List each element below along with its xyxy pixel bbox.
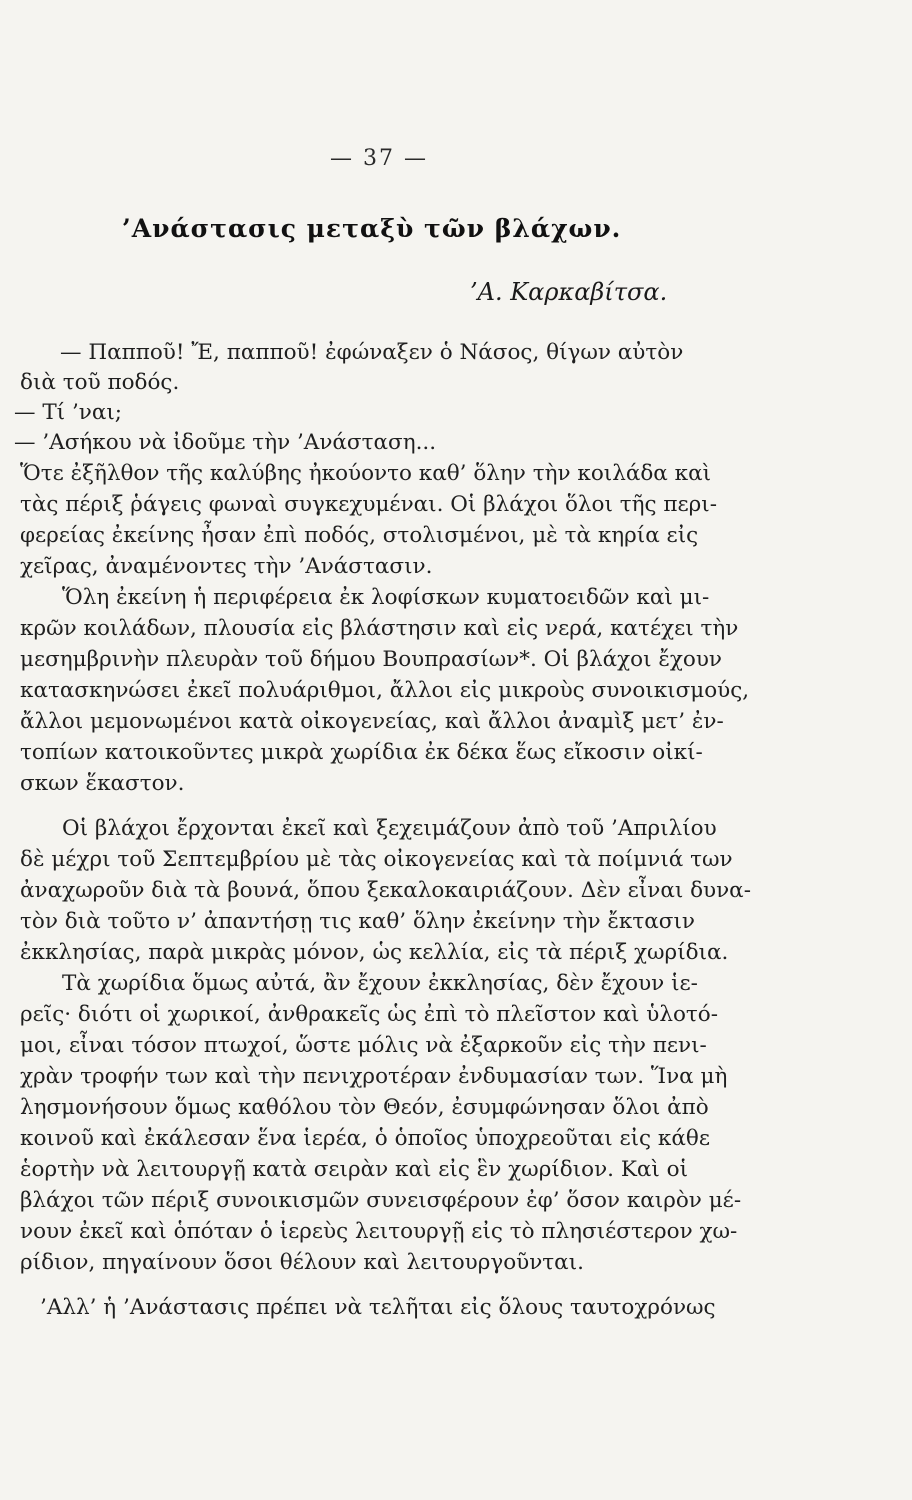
text-line: — ’Ασήκου νὰ ἰδοῦμε τὴν ’Ανάσταση... [14,430,437,455]
text-line: Ὅλη ἐκείνη ἡ περιφέρεια ἐκ λοφίσκων κυματοειδῶν καὶ μι- [62,585,710,610]
text-line: Οἱ βλάχοι ἔρχονται ἐκεῖ καὶ ξεχειμάζουν ἀπὸ τοῦ ’Απριλίου [62,816,717,841]
text-line: βλάχοι τῶν πέριξ συνοικισμῶν συνεισφέρουν ἐφ’ ὅσον καιρὸν μέ- [20,1188,742,1213]
text-line: ἐκκλησίας, παρὰ μικρὰς μόνον, ὡς κελλία, εἰς τὰ πέριξ χωρίδια. [20,940,729,965]
text-line: ’Αλλ’ ἡ ’Ανάστασις πρέπει νὰ τελῆται εἰς ὅλους ταυτοχρόνως [40,1295,716,1320]
text-line: τὸν διὰ τοῦτο ν’ ἀπαντήσῃ τις καθ’ ὅλην ἐκείνην τὴν ἔκτασιν [20,909,695,934]
text-line: ρίδιον, πηγαίνουν ὅσοι θέλουν καὶ λειτουργοῦνται. [20,1250,584,1275]
text-line: τὰς πέριξ ῥάγεις φωναὶ συγκεχυμέναι. Οἱ βλάχοι ὅλοι τῆς περι- [20,492,717,517]
text-line: χρὰν τροφήν των καὶ τὴν πενιχροτέραν ἐνδυμασίαν των. Ἵνα μὴ [20,1064,728,1089]
page-number: — 37 — [330,146,428,171]
text-line: μοι, εἶναι τόσον πτωχοί, ὥστε μόλις νὰ ἐξαρκοῦν εἰς τὴν πενι- [20,1033,707,1058]
text-line: φερείας ἐκείνης ἦσαν ἐπὶ ποδός, στολισμένοι, μὲ τὰ κηρία εἰς [20,523,699,548]
chapter-title: ’Ανάστασις μεταξὺ τῶν βλάχων. [122,214,622,243]
text-line: ρεῖς· διότι οἱ χωρικοί, ἀνθρακεῖς ὡς ἐπὶ τὸ πλεῖστον καὶ ὑλοτό- [20,1002,719,1027]
text-line: κρῶν κοιλάδων, πλουσία εἰς βλάστησιν καὶ εἰς νερά, κατέχει τὴν [20,616,739,641]
text-line: — Παπποῦ! Ἔ, παπποῦ! ἐφώναξεν ὁ Νάσος, θίγων αὐτὸν [60,340,684,365]
text-line: κατασκηνώσει ἐκεῖ πολυάριθμοι, ἄλλοι εἰς μικροὺς συνοικισμούς, [20,678,750,703]
text-line: χεῖρας, ἀναμένοντες τὴν ’Ανάστασιν. [20,554,433,579]
text-line: διὰ τοῦ ποδός. [20,370,180,395]
text-line: μεσημβρινὴν πλευρὰν τοῦ δήμου Βουπρασίων*. Οἱ βλάχοι ἔχουν [20,647,722,672]
author-name: ’Α. Καρκαβίτσα. [470,278,668,306]
text-line: ἑορτὴν νὰ λειτουργῇ κατὰ σειρὰν καὶ εἰς ἓν χωρίδιον. Καὶ οἱ [20,1157,689,1182]
text-line: ἄλλοι μεμονωμένοι κατὰ οἰκογενείας, καὶ ἄλλοι ἀναμὶξ μετ’ ἐν- [20,709,724,734]
text-line: ἀναχωροῦν διὰ τὰ βουνά, ὅπου ξεκαλοκαιριάζουν. Δὲν εἶναι δυνα- [20,878,751,903]
text-line: Ὅτε ἐξῆλθον τῆς καλύβης ἠκούοντο καθ’ ὅλην τὴν κοιλάδα καὶ [20,461,712,486]
text-line: Τὰ χωρίδια ὅμως αὐτά, ἂν ἔχουν ἐκκλησίας, δὲν ἔχουν ἱε- [62,971,698,996]
text-line: λησμονήσουν ὅμως καθόλου τὸν Θεόν, ἐσυμφώνησαν ὅλοι ἀπὸ [20,1095,709,1120]
text-line: δὲ μέχρι τοῦ Σεπτεμβρίου μὲ τὰς οἰκογενείας καὶ τὰ ποίμνιά των [20,847,733,872]
text-line: σκων ἕκαστον. [20,771,185,796]
text-line: κοινοῦ καὶ ἐκάλεσαν ἕνα ἱερέα, ὁ ὁποῖος ὑποχρεοῦται εἰς κάθε [20,1126,710,1151]
text-line: τοπίων κατοικοῦντες μικρὰ χωρίδια ἐκ δέκα ἕως εἴκοσιν οἰκί- [20,740,703,765]
text-line: — Τί ’ναι; [14,400,123,425]
text-line: νουν ἐκεῖ καὶ ὁπόταν ὁ ἱερεὺς λειτουργῇ εἰς τὸ πλησιέστερον χω- [20,1219,738,1244]
